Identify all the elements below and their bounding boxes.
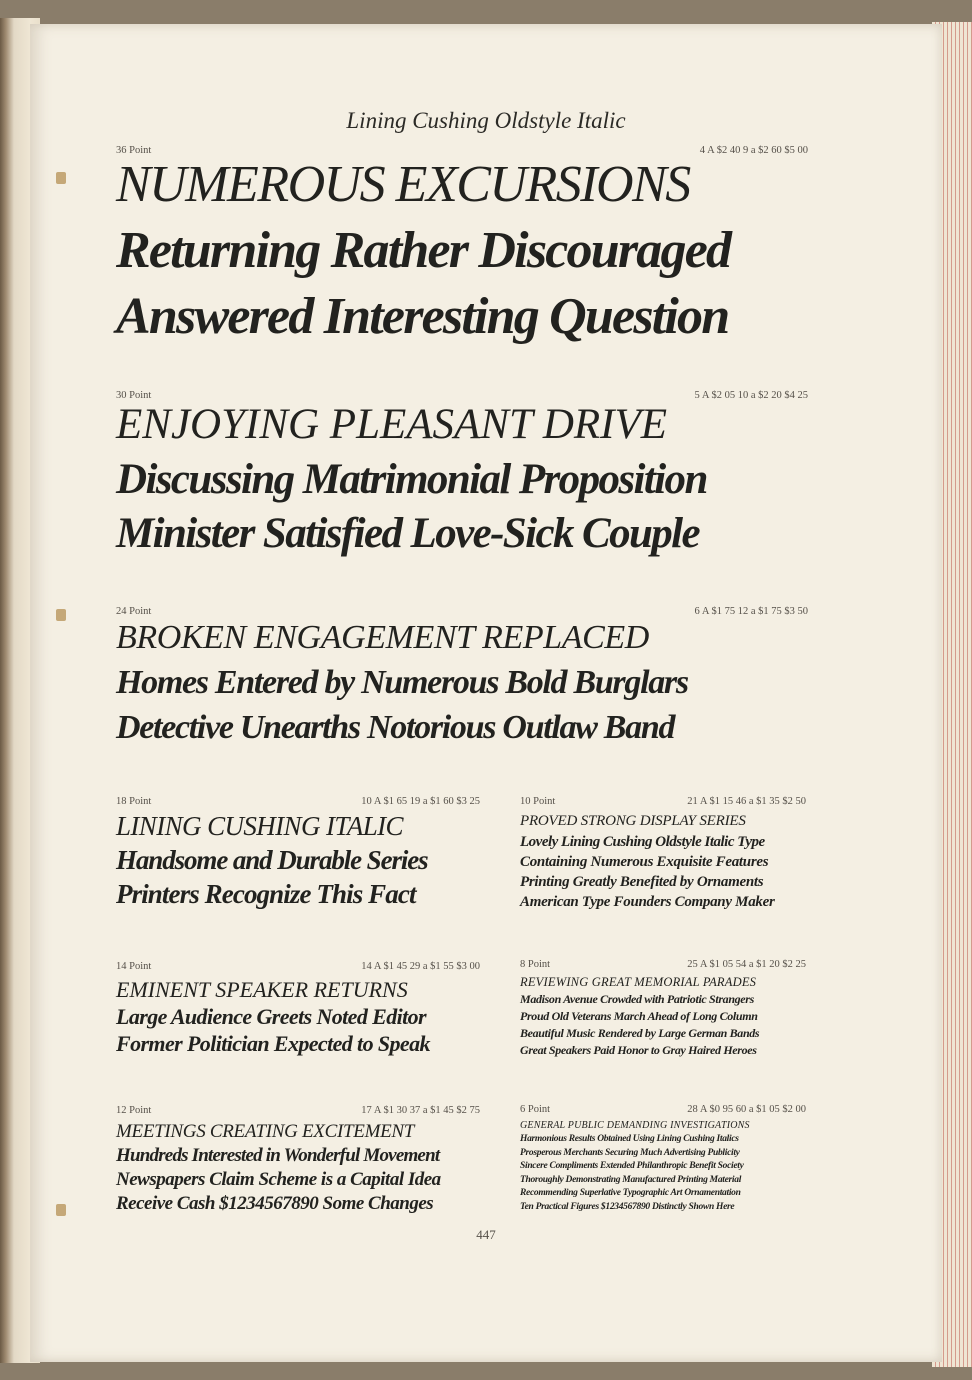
specimen-meta <box>520 1104 806 1115</box>
specimen-line: Ten Practical Figures $1234567890 Distinctly Shown Here <box>520 1201 735 1212</box>
point-size-label: 24 Point <box>116 606 152 617</box>
specimen-meta <box>520 959 806 970</box>
specimen-30-point <box>116 390 808 561</box>
specimen-line: Proud Old Veterans March Ahead of Long Column <box>520 1009 758 1023</box>
specimen-14-point <box>116 961 480 1057</box>
specimen-line: Madison Avenue Crowded with Patriotic Strangers <box>520 992 754 1006</box>
specimen-line: GENERAL PUBLIC DEMANDING INVESTIGATIONS <box>520 1120 750 1131</box>
specimen-line: Homes Entered by Numerous Bold Burglars <box>116 664 688 701</box>
specimen-line: MEETINGS CREATING EXCITEMENT <box>116 1121 415 1142</box>
specimen-line: Containing Numerous Exquisite Features <box>520 854 769 870</box>
specimen-line: Sincere Compliments Extended Philanthropic Benefit Society <box>520 1161 744 1171</box>
specimen-10-point <box>520 796 806 912</box>
page-number: 447 <box>476 1227 496 1242</box>
specimen-line: Former Politician Expected to Speak <box>116 1031 430 1056</box>
specimen-36-point <box>116 145 808 350</box>
price-label: 21 A $1 15 46 a $1 35 $2 50 <box>687 796 806 807</box>
point-size-label: 30 Point <box>116 390 152 401</box>
price-label: 5 A $2 05 10 a $2 20 $4 25 <box>694 390 808 401</box>
specimen-line: Harmonious Results Obtained Using Lining Cushing Italics <box>520 1134 739 1144</box>
specimen-line: American Type Founders Company Maker <box>520 894 775 910</box>
specimen-line: Recommending Superlative Typographic Art Ornamentation <box>520 1188 741 1198</box>
specimen-meta <box>520 796 806 807</box>
specimen-line: Hundreds Interested in Wonderful Movement <box>116 1145 440 1166</box>
point-size-label: 14 Point <box>116 961 152 972</box>
specimen-line: Thoroughly Demonstrating Manufactured Printing Material <box>520 1174 742 1185</box>
specimen-12-point <box>116 1105 480 1216</box>
price-label: 4 A $2 40 9 a $2 60 $5 00 <box>699 145 808 156</box>
price-label: 17 A $1 30 37 a $1 45 $2 75 <box>361 1105 480 1116</box>
specimen-line: Detective Unearths Notorious Outlaw Band <box>116 709 675 746</box>
specimen-line: Discussing Matrimonial Proposition <box>116 456 707 503</box>
specimen-line: ENJOYING PLEASANT DRIVE <box>116 401 668 448</box>
specimen-8-point <box>520 959 806 1059</box>
specimen-18-point <box>116 796 480 911</box>
price-label: 14 A $1 45 29 a $1 55 $3 00 <box>361 961 480 972</box>
specimen-line: Receive Cash $1234567890 Some Changes <box>116 1193 434 1214</box>
book-page <box>30 24 942 1362</box>
specimen-line: REVIEWING GREAT MEMORIAL PARADES <box>520 975 757 989</box>
point-size-label: 6 Point <box>520 1104 551 1115</box>
specimen-line: Newspapers Claim Scheme is a Capital Idea <box>116 1169 441 1190</box>
specimen-line: Great Speakers Paid Honor to Gray Haired Heroes <box>520 1043 757 1057</box>
binding-clip <box>56 1204 66 1216</box>
specimen-line: Beautiful Music Rendered by Large German Bands <box>520 1026 760 1040</box>
price-label: 25 A $1 05 54 a $1 20 $2 25 <box>687 959 806 970</box>
point-size-label: 12 Point <box>116 1105 152 1116</box>
point-size-label: 10 Point <box>520 796 556 807</box>
specimen-line: Answered Interesting Question <box>116 288 729 345</box>
price-label: 28 A $0 95 60 a $1 05 $2 00 <box>687 1104 806 1115</box>
specimen-line: Printing Greatly Benefited by Ornaments <box>520 874 764 890</box>
binding-clip <box>56 172 66 184</box>
specimen-line: EMINENT SPEAKER RETURNS <box>116 977 408 1002</box>
point-size-label: 36 Point <box>116 145 152 156</box>
specimen-line: BROKEN ENGAGEMENT REPLACED <box>116 619 649 656</box>
specimen-line: Minister Satisfied Love-Sick Couple <box>116 510 700 557</box>
specimen-line: Large Audience Greets Noted Editor <box>116 1004 426 1029</box>
price-label: 10 A $1 65 19 a $1 60 $3 25 <box>361 796 480 807</box>
page-title: Lining Cushing Oldstyle Italic <box>346 108 626 133</box>
price-label: 6 A $1 75 12 a $1 75 $3 50 <box>694 606 808 617</box>
specimen-line: Prosperous Merchants Securing Much Advertising Publicity <box>520 1147 740 1158</box>
specimen-meta <box>116 961 480 972</box>
specimen-line: PROVED STRONG DISPLAY SERIES <box>520 813 746 829</box>
binding-clip <box>56 609 66 621</box>
specimen-line: Lovely Lining Cushing Oldstyle Italic Type <box>520 834 765 850</box>
specimen-line: Printers Recognize This Fact <box>116 879 416 909</box>
specimen-6-point <box>520 1104 806 1214</box>
specimen-line: Returning Rather Discouraged <box>116 222 731 279</box>
point-size-label: 18 Point <box>116 796 152 807</box>
specimen-line: Handsome and Durable Series <box>116 845 428 875</box>
specimen-24-point <box>116 606 808 750</box>
point-size-label: 8 Point <box>520 959 551 970</box>
specimen-line: LINING CUSHING ITALIC <box>116 811 403 841</box>
specimen-meta <box>116 1105 480 1116</box>
specimen-line: NUMEROUS EXCURSIONS <box>116 156 690 213</box>
specimen-meta <box>116 796 480 807</box>
